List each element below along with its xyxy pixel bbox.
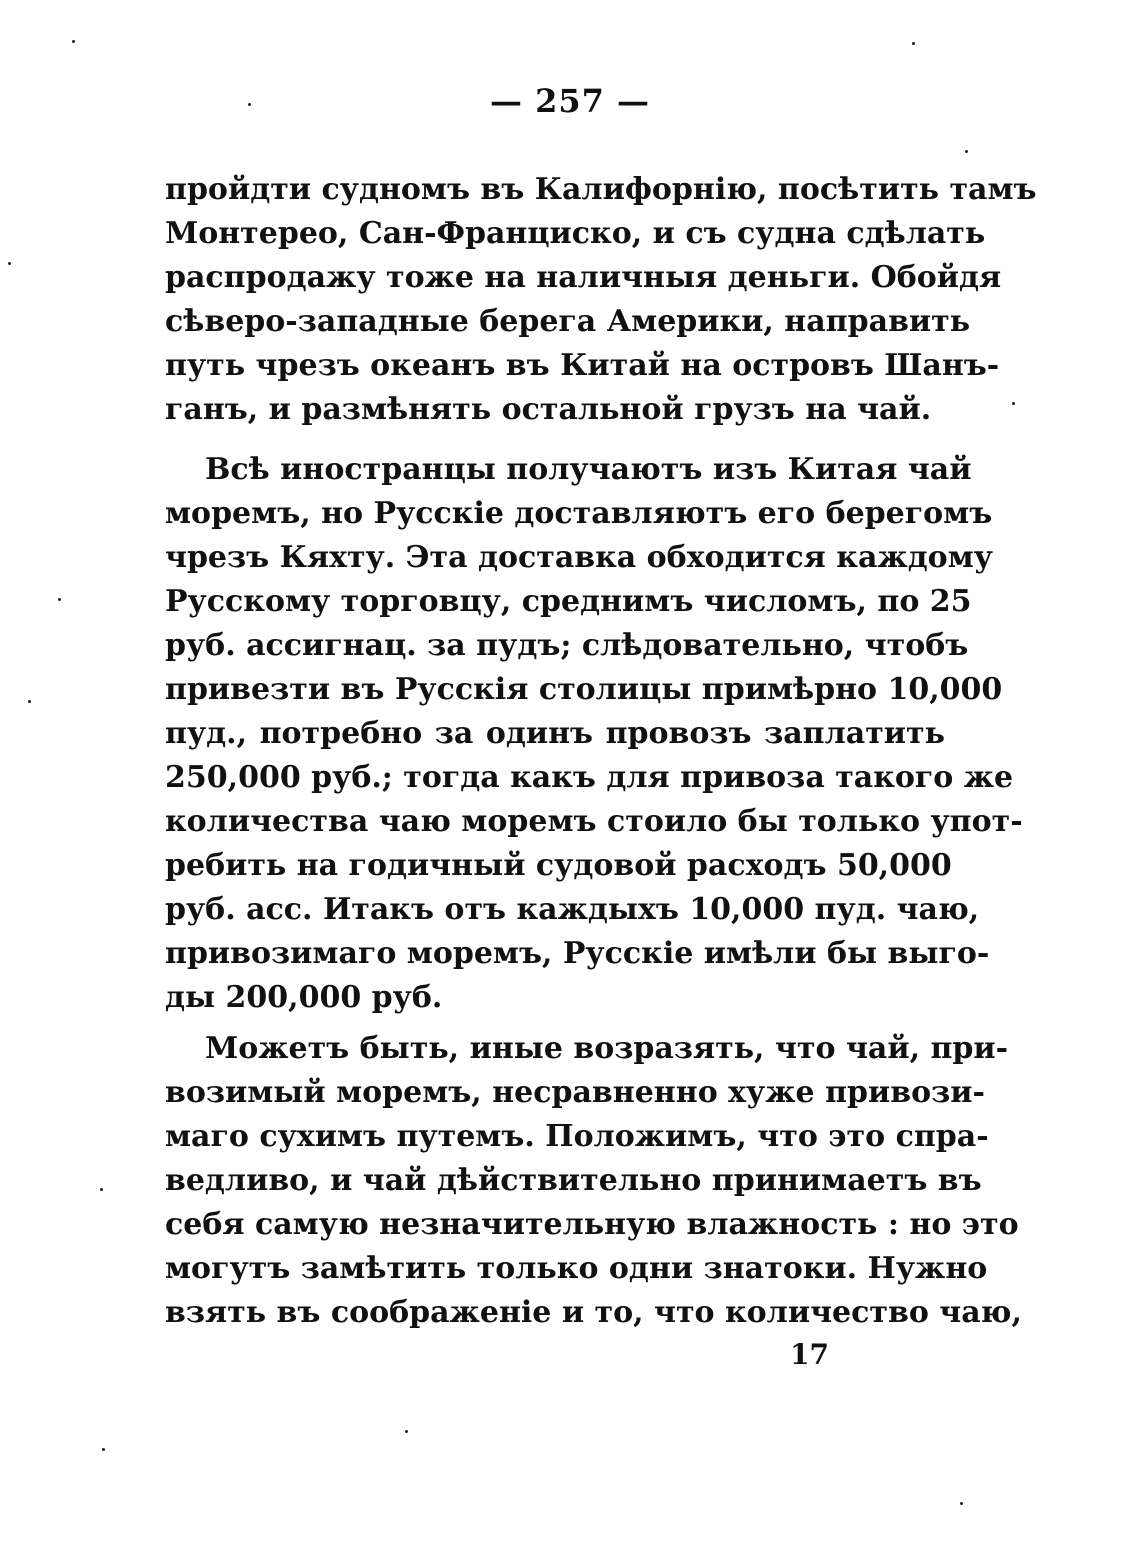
paragraph-3 xyxy=(165,1027,1022,1335)
paragraph-2 xyxy=(165,448,1023,1020)
scan-speck xyxy=(58,598,61,601)
text-line: чрезъ Кяхту. Эта доставка обходится каждому xyxy=(165,540,993,575)
scan-speck xyxy=(965,150,968,153)
signature-mark: 17 xyxy=(790,1338,829,1371)
text-line: могутъ замѣтить только одни знатоки. Нужно xyxy=(165,1251,988,1286)
scan-speck xyxy=(960,1502,963,1505)
text-line: Монтерео, Сан-Франциско, и съ судна сдѣлать xyxy=(165,216,986,251)
text-line: ды 200,000 руб. xyxy=(165,980,443,1015)
scan-speck xyxy=(100,1188,103,1191)
text-line: возимый моремъ, несравненно хуже привози- xyxy=(165,1075,985,1110)
text-line: себя самую незначительную влажность : но это xyxy=(165,1207,1019,1242)
scan-speck xyxy=(1012,402,1015,405)
text-line: пуд., потребно за одинъ провозъ заплатить xyxy=(165,716,945,751)
text-line: привозимаго моремъ, Русскіе имѣли бы выго- xyxy=(165,936,990,971)
scan-speck xyxy=(28,700,31,703)
text-line: ведливо, и чай дѣйствительно принимаетъ въ xyxy=(165,1163,982,1198)
text-line: взять въ соображеніе и то, что количество чаю, xyxy=(165,1295,1022,1330)
page-number-header: — 257 — xyxy=(489,82,651,120)
paragraph-1 xyxy=(165,168,1037,432)
text-line: сѣверо-западные берега Америки, направить xyxy=(165,304,971,339)
scan-speck xyxy=(405,1430,408,1433)
text-line: распродажу тоже на наличныя деньги. Обойдя xyxy=(165,260,1002,295)
text-line: 250,000 руб.; тогда какъ для привоза такого же xyxy=(165,760,1014,795)
scan-speck xyxy=(8,262,11,265)
text-line: Можетъ быть, иные возразять, что чай, при- xyxy=(205,1031,1009,1066)
text-line: Всѣ иностранцы получаютъ изъ Китая чай xyxy=(205,452,972,487)
scan-speck xyxy=(72,40,75,43)
text-line: моремъ, но Русскіе доставляютъ его берегомъ xyxy=(165,496,993,531)
text-line: пройдти судномъ въ Калифорнію, посѣтить тамъ xyxy=(165,172,1037,207)
text-line: количества чаю моремъ стоило бы только упот- xyxy=(165,804,1023,839)
scan-speck xyxy=(102,1448,105,1451)
text-line: ребить на годичный судовой расходъ 50,000 xyxy=(165,848,952,883)
text-line: привезти въ Русскія столицы примѣрно 10,000 xyxy=(165,672,1003,707)
text-line: путь чрезъ океанъ въ Китай на островъ Шанъ- xyxy=(165,348,1000,383)
text-line: руб. асс. Итакъ отъ каждыхъ 10,000 пуд. чаю, xyxy=(165,892,980,927)
text-line: Русскому торговцу, среднимъ числомъ, по 25 xyxy=(165,584,972,619)
scan-speck xyxy=(248,103,251,106)
text-line: ганъ, и размѣнять остальной грузъ на чай. xyxy=(165,392,932,427)
scan-speck xyxy=(912,42,915,45)
text-line: маго сухимъ путемъ. Положимъ, что это спра- xyxy=(165,1119,989,1154)
text-line: руб. ассигнац. за пудъ; слѣдовательно, чтобъ xyxy=(165,628,969,663)
